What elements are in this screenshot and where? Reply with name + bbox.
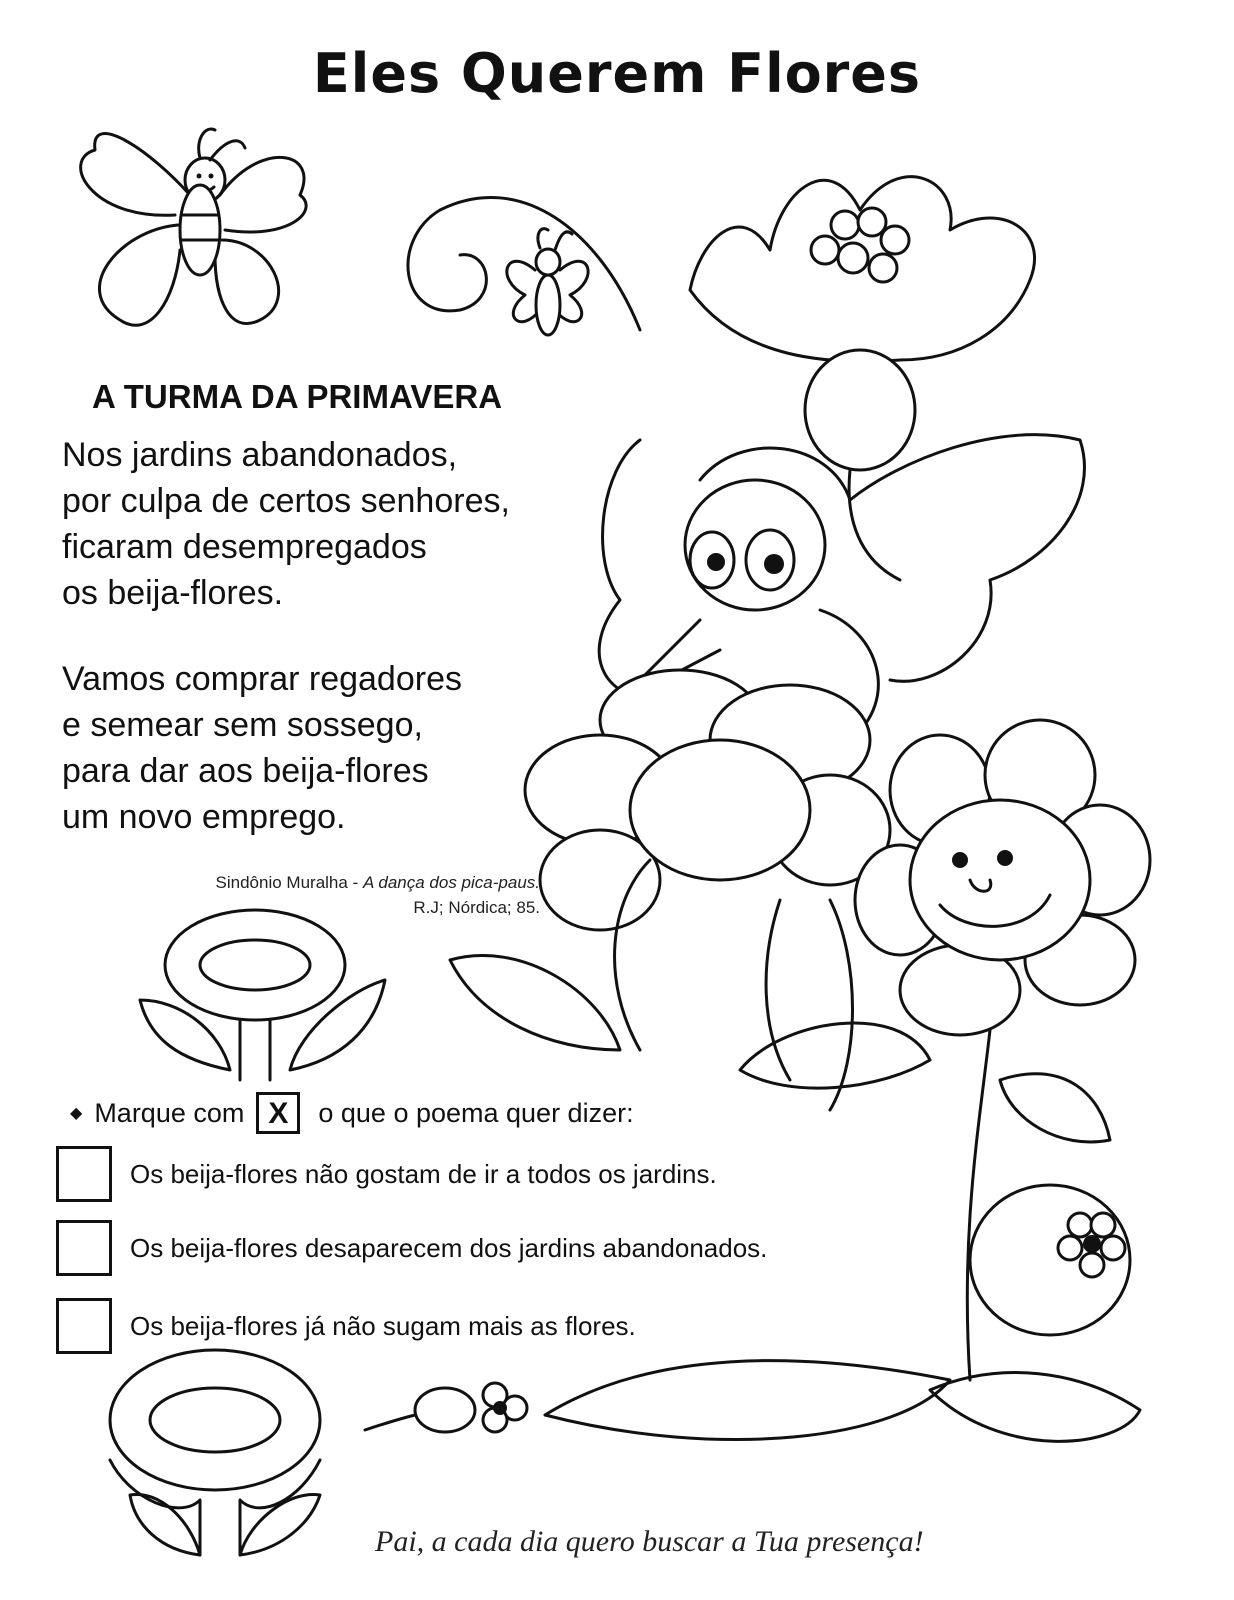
answer-checkbox[interactable] — [56, 1298, 112, 1354]
prompt-text-after: o que o poema quer dizer: — [318, 1097, 634, 1128]
work-title: A dança dos pica-paus. — [362, 873, 540, 892]
butterfly-large-icon — [81, 129, 306, 325]
poem-line: por culpa de certos senhores, — [62, 482, 510, 520]
leaf-bottom-icon — [545, 1361, 950, 1440]
x-mark-box: X — [256, 1092, 300, 1134]
round-flower-bud-icon — [970, 1185, 1130, 1335]
poem-line: Nos jardins abandonados, — [62, 436, 458, 474]
poem-line: os beija-flores. — [62, 574, 284, 612]
prompt-text-before: Marque com — [94, 1097, 245, 1128]
author-name: Sindônio Muralha - — [215, 873, 363, 892]
footer-prayer: Pai, a cada dia quero buscar a Tua presença! — [375, 1525, 924, 1558]
diamond-bullet-icon: ◆ — [70, 1105, 83, 1122]
answer-option-label: Os beija-flores não gostam de ir a todos os jardins. — [130, 1158, 717, 1189]
answer-checkbox[interactable] — [56, 1220, 112, 1276]
poem-body — [62, 432, 510, 880]
sunflower-small-icon — [140, 910, 385, 1080]
poem-line: para dar aos beija-flores — [62, 752, 429, 790]
answer-option-1[interactable] — [56, 1146, 717, 1202]
answer-option-label: Os beija-flores já não sugam mais as flores. — [130, 1310, 636, 1341]
flower-bud-icon — [365, 1383, 527, 1432]
answer-option-label: Os beija-flores desaparecem dos jardins abandonados. — [130, 1232, 768, 1263]
poem-line: um novo emprego. — [62, 798, 346, 836]
butterfly-small-icon — [507, 229, 588, 335]
poem-stanza-2 — [62, 656, 510, 840]
poem-attribution — [80, 870, 540, 920]
poem-heading: A TURMA DA PRIMAVERA — [92, 378, 503, 415]
page-title: Eles Querem Flores — [312, 42, 922, 105]
publication-info: R.J; Nórdica; 85. — [413, 898, 540, 917]
answer-option-3[interactable] — [56, 1298, 636, 1354]
exercise-prompt — [70, 1092, 634, 1134]
sunflower-large-icon — [110, 1350, 320, 1555]
poem-line: e semear sem sossego, — [62, 706, 423, 744]
poem-line: ficaram desempregados — [62, 528, 427, 566]
poem-stanza-1 — [62, 432, 510, 616]
answer-checkbox[interactable] — [56, 1146, 112, 1202]
poem-line: Vamos comprar regadores — [62, 660, 462, 698]
leaf-bottom-right-icon — [930, 1373, 1140, 1442]
answer-option-2[interactable] — [56, 1220, 767, 1276]
attribution-author-line — [80, 870, 540, 895]
